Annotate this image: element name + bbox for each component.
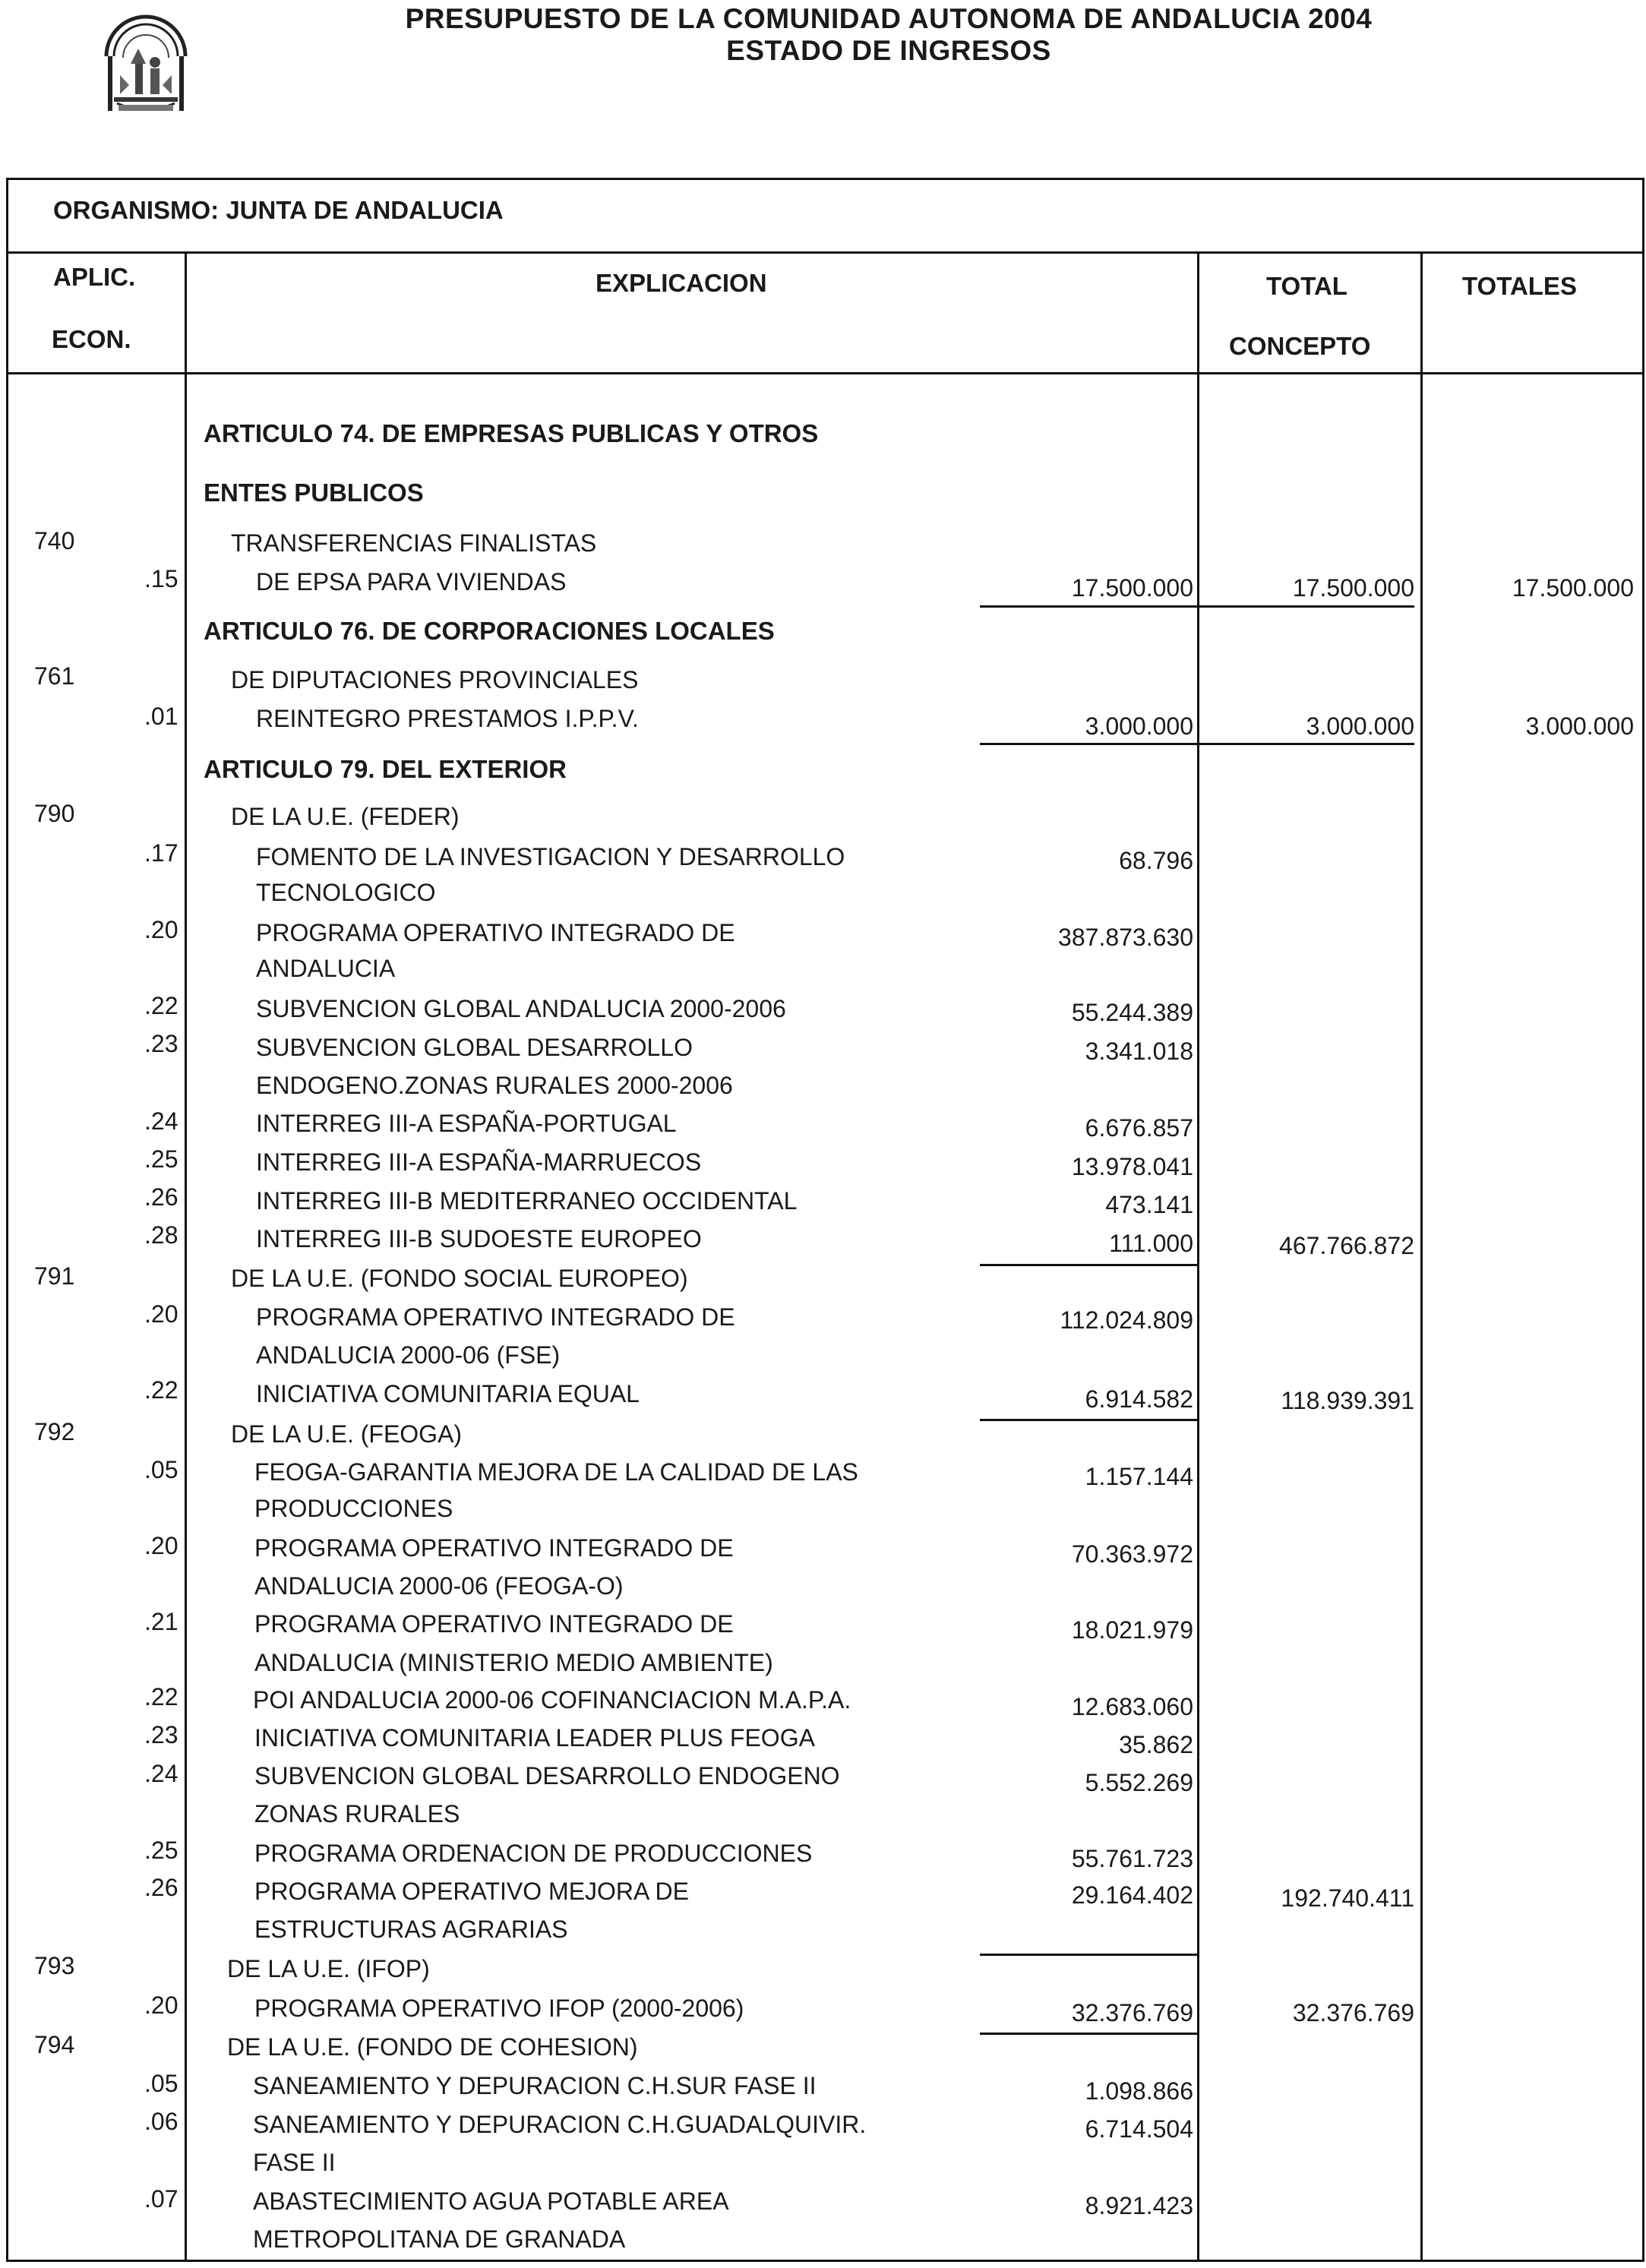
organismo-divider	[6, 251, 1644, 254]
subconcept-amount: 3.341.018	[1085, 1038, 1193, 1065]
subconcept-code: .26	[144, 1183, 179, 1211]
concept-total: 17.500.000	[1292, 574, 1414, 602]
subconcept-description: SUBVENCION GLOBAL DESARROLLO	[256, 1034, 693, 1061]
concept-description: DE DIPUTACIONES PROVINCIALES	[231, 666, 639, 693]
subconcept-amount: 29.164.402	[1071, 1881, 1193, 1909]
concept-code: 794	[34, 2031, 75, 2058]
subconcept-description: INICIATIVA COMUNITARIA EQUAL	[256, 1380, 640, 1407]
sum-rule	[980, 1954, 1197, 1956]
subconcept-description: SUBVENCION GLOBAL ANDALUCIA 2000-2006	[256, 995, 786, 1022]
subconcept-code: .25	[144, 1837, 179, 1864]
subconcept-description: INTERREG III-B MEDITERRANEO OCCIDENTAL	[256, 1187, 798, 1215]
subconcept-amount: 1.157.144	[1085, 1463, 1193, 1490]
subconcept-code: .22	[144, 992, 179, 1019]
subconcept-code: .21	[144, 1608, 179, 1635]
concept-description: DE LA U.E. (FONDO DE COHESION)	[227, 2033, 638, 2061]
subconcept-description: FEOGA-GARANTIA MEJORA DE LA CALIDAD DE LAS	[254, 1458, 858, 1486]
col-header-explicacion: EXPLICACION	[596, 269, 767, 297]
subconcept-description: INTERREG III-A ESPAÑA-MARRUECOS	[256, 1148, 702, 1176]
subconcept-amount: 387.873.630	[1058, 924, 1193, 951]
subconcept-code: .26	[144, 1874, 179, 1901]
col-divider-explicacion	[185, 251, 187, 2262]
col-divider-total-concepto	[1197, 251, 1199, 2262]
concept-description: TRANSFERENCIAS FINALISTAS	[231, 529, 597, 557]
subconcept-amount: 5.552.269	[1085, 1769, 1193, 1796]
subconcept-code: .22	[144, 1683, 179, 1710]
subconcept-description: PROGRAMA OPERATIVO INTEGRADO DE	[256, 919, 735, 946]
subconcept-description: PROGRAMA OPERATIVO MEJORA DE	[254, 1878, 689, 1905]
subconcept-code: .05	[144, 2070, 179, 2097]
subconcept-code: .28	[144, 1221, 179, 1249]
subconcept-amount: 32.376.769	[1071, 1999, 1193, 2026]
subconcept-description-cont: ZONAS RURALES	[254, 1800, 460, 1827]
subconcept-description: DE EPSA PARA VIVIENDAS	[256, 568, 567, 595]
subconcept-description: SANEAMIENTO Y DEPURACION C.H.SUR FASE II	[253, 2072, 817, 2099]
subconcept-description-cont: METROPOLITANA DE GRANADA	[253, 2225, 626, 2253]
subconcept-description: PROGRAMA OPERATIVO INTEGRADO DE	[254, 1610, 734, 1638]
subconcept-code: .23	[144, 1030, 179, 1057]
subconcept-description: PROGRAMA OPERATIVO INTEGRADO DE	[254, 1534, 734, 1562]
subconcept-description-cont: TECNOLOGICO	[256, 879, 436, 906]
subconcept-description: POI ANDALUCIA 2000-06 COFINANCIACION M.A.P.A.	[253, 1686, 851, 1714]
sum-rule	[980, 1419, 1197, 1421]
document-title: PRESUPUESTO DE LA COMUNIDAD AUTONOMA DE ANDALUCIA 2004	[405, 3, 1373, 34]
subconcept-description-cont: ANDALUCIA (MINISTERIO MEDIO AMBIENTE)	[254, 1649, 773, 1676]
subconcept-amount: 6.714.504	[1085, 2115, 1193, 2143]
article-total: 17.500.000	[1512, 574, 1634, 602]
concept-description: DE LA U.E. (FEDER)	[231, 803, 460, 830]
concept-code: 793	[34, 1952, 75, 1979]
concept-description: DE LA U.E. (FEOGA)	[231, 1420, 463, 1448]
col-header-econ: ECON.	[52, 325, 131, 353]
subconcept-description-cont: FASE II	[253, 2149, 336, 2176]
subconcept-code: .20	[144, 1300, 179, 1328]
subconcept-amount: 55.761.723	[1071, 1845, 1193, 1872]
subconcept-amount: 6.914.582	[1085, 1385, 1193, 1413]
subconcept-amount: 18.021.979	[1071, 1616, 1193, 1644]
col-header-aplic: APLIC.	[53, 263, 136, 291]
subconcept-code: .24	[144, 1107, 179, 1135]
col-divider-totales	[1420, 251, 1423, 2262]
subconcept-amount: 17.500.000	[1071, 574, 1193, 602]
subconcept-code: .06	[144, 2108, 179, 2135]
subconcept-description: INTERREG III-A ESPAÑA-PORTUGAL	[256, 1110, 677, 1137]
subconcept-amount: 35.862	[1119, 1731, 1193, 1758]
col-header-concepto: CONCEPTO	[1229, 332, 1371, 360]
concept-code: 791	[34, 1262, 75, 1290]
subconcept-description: REINTEGRO PRESTAMOS I.P.P.V.	[256, 705, 639, 732]
concept-description: DE LA U.E. (FONDO SOCIAL EUROPEO)	[231, 1265, 688, 1292]
subconcept-amount: 3.000.000	[1085, 712, 1193, 740]
coat-of-arms-icon	[100, 3, 191, 115]
subconcept-description: SANEAMIENTO Y DEPURACION C.H.GUADALQUIVIR.	[253, 2111, 867, 2138]
concept-total: 32.376.769	[1292, 1999, 1414, 2026]
subconcept-description-cont: ANDALUCIA	[256, 955, 396, 982]
article-heading: ARTICULO 76. DE CORPORACIONES LOCALES	[204, 617, 775, 645]
subconcept-description-cont: ANDALUCIA 2000-06 (FSE)	[256, 1341, 561, 1369]
subconcept-code: .17	[144, 839, 179, 867]
subconcept-code: .15	[144, 565, 179, 592]
subconcept-description: PROGRAMA OPERATIVO INTEGRADO DE	[256, 1303, 735, 1331]
subconcept-description-cont: ESTRUCTURAS AGRARIAS	[254, 1916, 568, 1943]
subconcept-description: PROGRAMA OPERATIVO IFOP (2000-2006)	[254, 1995, 744, 2022]
concept-code: 792	[34, 1418, 75, 1445]
concept-description: DE LA U.E. (IFOP)	[227, 1955, 430, 1982]
subconcept-amount: 112.024.809	[1060, 1306, 1193, 1334]
concept-total: 118.939.391	[1281, 1387, 1414, 1414]
subconcept-code: .22	[144, 1376, 179, 1404]
subconcept-code: .05	[144, 1456, 179, 1483]
subconcept-amount: 68.796	[1119, 847, 1193, 874]
subconcept-code: .20	[144, 1992, 179, 2019]
sum-rule	[980, 743, 1414, 745]
subconcept-code: .20	[144, 916, 179, 943]
subconcept-code: .23	[144, 1721, 179, 1748]
subconcept-amount: 111.000	[1109, 1230, 1193, 1257]
subconcept-description-cont: ANDALUCIA 2000-06 (FEOGA-O)	[254, 1572, 624, 1600]
organismo-label: ORGANISMO: JUNTA DE ANDALUCIA	[53, 196, 504, 224]
article-heading: ENTES PUBLICOS	[204, 479, 424, 507]
concept-total: 3.000.000	[1306, 712, 1414, 740]
article-heading: ARTICULO 79. DEL EXTERIOR	[204, 755, 567, 783]
subconcept-code: .25	[144, 1145, 179, 1173]
col-header-totales: TOTALES	[1462, 272, 1577, 300]
subconcept-description-cont: ENDOGENO.ZONAS RURALES 2000-2006	[256, 1072, 733, 1099]
subconcept-description: ABASTECIMIENTO AGUA POTABLE AREA	[253, 2187, 729, 2215]
subconcept-description: INTERREG III-B SUDOESTE EUROPEO	[256, 1225, 702, 1252]
concept-total: 467.766.872	[1279, 1232, 1414, 1259]
sum-rule	[980, 2033, 1197, 2035]
subconcept-description: INICIATIVA COMUNITARIA LEADER PLUS FEOGA	[254, 1724, 815, 1752]
article-total: 3.000.000	[1525, 712, 1634, 740]
concept-code: 790	[34, 800, 75, 827]
document-subtitle: ESTADO DE INGRESOS	[726, 35, 1051, 66]
concept-total: 192.740.411	[1281, 1884, 1414, 1912]
subconcept-description: PROGRAMA ORDENACION DE PRODUCCIONES	[254, 1840, 813, 1867]
subconcept-amount: 70.363.972	[1071, 1540, 1193, 1568]
subconcept-amount: 473.141	[1105, 1191, 1193, 1218]
subconcept-amount: 6.676.857	[1085, 1114, 1193, 1142]
header-divider	[6, 372, 1644, 374]
subconcept-amount: 12.683.060	[1071, 1693, 1193, 1720]
article-heading: ARTICULO 74. DE EMPRESAS PUBLICAS Y OTROS	[204, 419, 819, 447]
subconcept-code: .24	[144, 1760, 179, 1787]
concept-code: 740	[34, 527, 75, 554]
sum-rule	[980, 1264, 1197, 1266]
subconcept-description-cont: PRODUCCIONES	[254, 1495, 453, 1522]
concept-code: 761	[34, 662, 75, 690]
subconcept-amount: 13.978.041	[1071, 1153, 1193, 1180]
col-header-total: TOTAL	[1266, 272, 1347, 300]
subconcept-amount: 8.921.423	[1085, 2192, 1193, 2219]
subconcept-amount: 55.244.389	[1071, 999, 1193, 1026]
sum-rule	[980, 605, 1414, 608]
subconcept-code: .20	[144, 1532, 179, 1559]
subconcept-description: FOMENTO DE LA INVESTIGACION Y DESARROLLO	[256, 843, 845, 870]
subconcept-code: .07	[144, 2185, 179, 2213]
subconcept-amount: 1.098.866	[1085, 2077, 1193, 2105]
subconcept-description: SUBVENCION GLOBAL DESARROLLO ENDOGENO	[254, 1762, 840, 1789]
subconcept-code: .01	[144, 703, 179, 730]
